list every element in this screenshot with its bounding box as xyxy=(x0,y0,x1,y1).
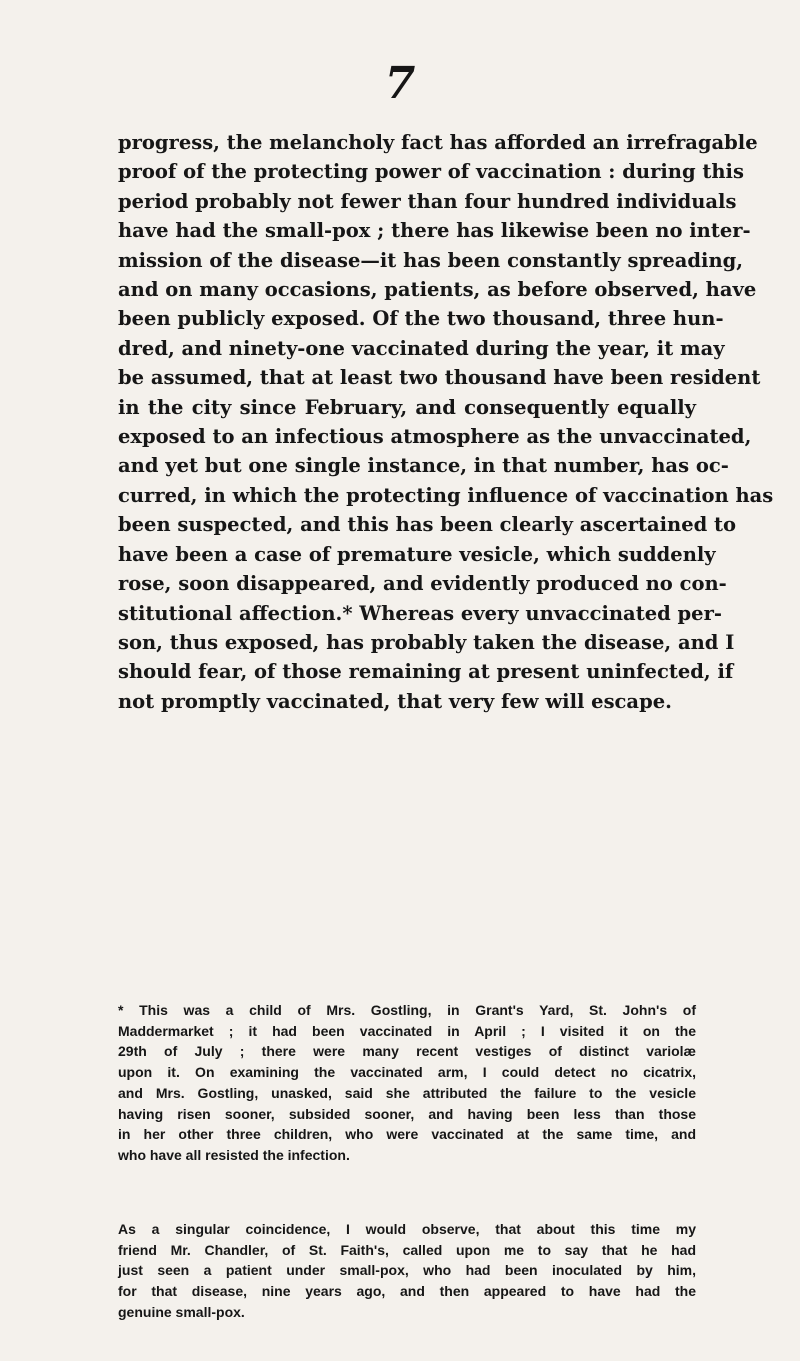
text-line: exposed to an infectious atmosphere as the unvaccinated, xyxy=(118,425,752,449)
text-line: and on many occasions, patients, as before observed, have xyxy=(118,278,757,302)
text-line: in the city since February, and consequently equally xyxy=(118,395,696,419)
footnote-line: genuine small-pox. xyxy=(118,1303,245,1320)
text-line: proof of the protecting power of vaccination : during this xyxy=(118,160,744,184)
text-line: been suspected, and this has been clearly ascertained to xyxy=(118,513,737,537)
text-line: should fear, of those remaining at present uninfected, if xyxy=(118,660,734,684)
footnote-line: in her other three children, who were vaccinated at the same time, and xyxy=(118,1126,696,1143)
text-line: not promptly vaccinated, that very few will escape. xyxy=(118,689,672,713)
text-line: be assumed, that at least two thousand have been resident xyxy=(118,366,761,390)
footnote-gostling xyxy=(118,1000,696,1166)
footnote-line: who have all resisted the infection. xyxy=(118,1146,350,1163)
footnote-line: As a singular coincidence, I would observe, that about this time my xyxy=(118,1221,696,1237)
text-line: period probably not fewer than four hundred individuals xyxy=(118,189,737,213)
footnote-line: having risen sooner, subsided sooner, and having been less than those xyxy=(118,1105,696,1122)
footnote-line: friend Mr. Chandler, of St. Faith's, called upon me to say that he had xyxy=(118,1241,696,1258)
footnote-line: * This was a child of Mrs. Gostling, in Grant's Yard, St. John's of xyxy=(118,1002,696,1018)
footnote-line: 29th of July ; there were many recent vestiges of distinct variolæ xyxy=(118,1043,696,1060)
text-line: mission of the disease—it has been constantly spreading, xyxy=(118,248,744,272)
page-number: 7 xyxy=(384,58,416,109)
text-line: progress, the melancholy fact has afforded an irrefragable xyxy=(118,131,758,154)
text-line: curred, in which the protecting influence of vaccination has xyxy=(118,483,774,507)
text-line: stitutional affection.* Whereas every unvaccinated per- xyxy=(118,601,722,625)
text-line: have been a case of premature vesicle, which suddenly xyxy=(118,542,716,566)
text-line: son, thus exposed, has probably taken the disease, and I xyxy=(118,630,735,654)
footnote-coincidence xyxy=(118,1219,696,1323)
footnote-line: Maddermarket ; it had been vaccinated in April ; I visited it on the xyxy=(118,1022,696,1039)
text-line: have had the small-pox ; there has likewise been no inter- xyxy=(118,219,751,243)
text-line: been publicly exposed. Of the two thousand, three hun- xyxy=(118,307,724,331)
footnote-line: upon it. On examining the vaccinated arm, I could detect no cicatrix, xyxy=(118,1064,696,1081)
footnote-line: for that disease, nine years ago, and then appeared to have had the xyxy=(118,1283,696,1300)
text-line: rose, soon disappeared, and evidently produced no con- xyxy=(118,572,727,596)
text-line: dred, and ninety-one vaccinated during the year, it may xyxy=(118,336,725,360)
text-line: and yet but one single instance, in that number, has oc- xyxy=(118,454,729,478)
footnote-line: just seen a patient under small-pox, who had been inoculated by him, xyxy=(118,1262,696,1279)
main-paragraph xyxy=(118,128,774,716)
footnote-line: and Mrs. Gostling, unasked, said she attributed the failure to the vesicle xyxy=(118,1084,696,1101)
